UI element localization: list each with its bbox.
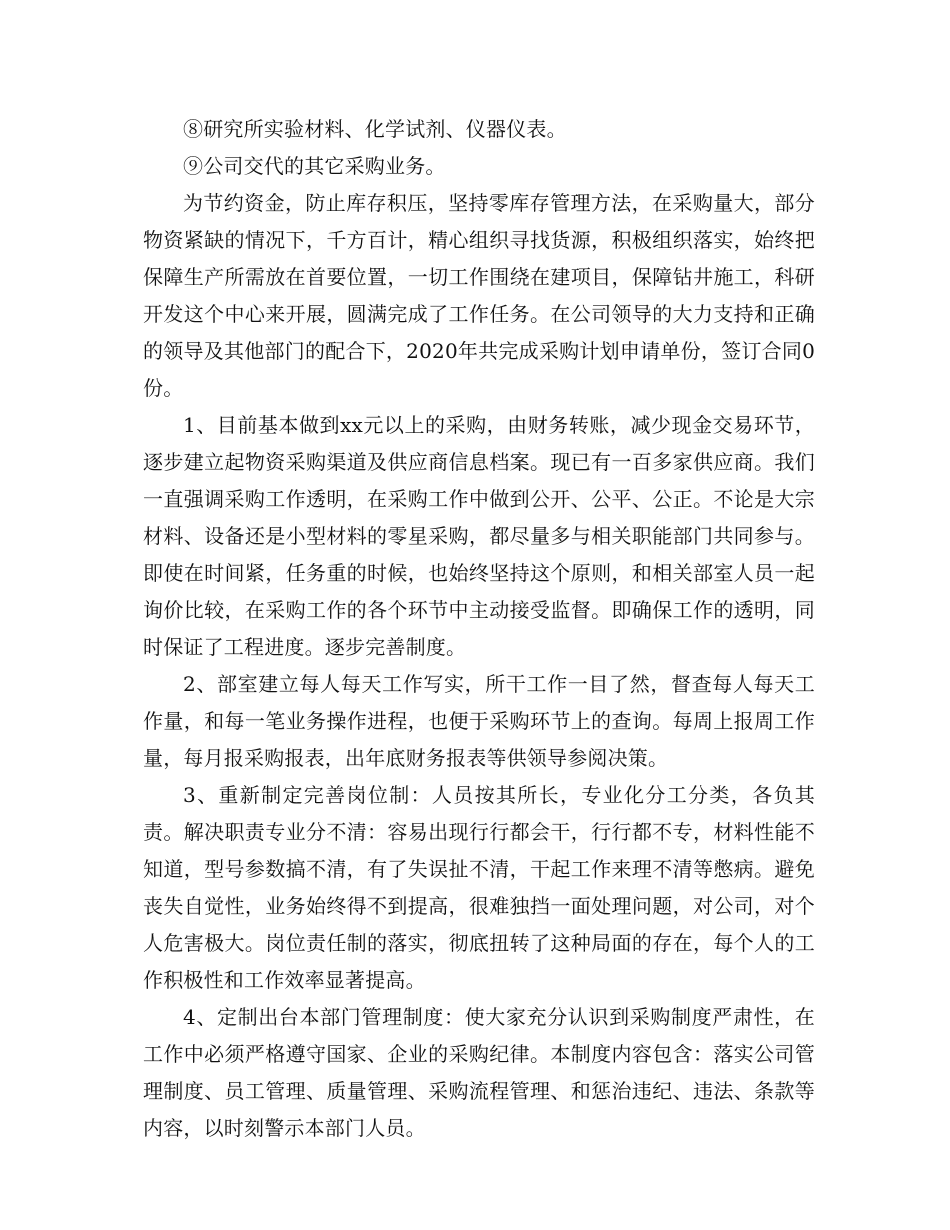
paragraph-point-2: 2、部室建立每人每天工作写实，所干工作一目了然，督查每人每天工作量，和每一笔业务操作进程，也便于采购环节上的查询。每周上报周工作量，每月报采购报表，出年底财务报表等供领导参阅决策。	[143, 672, 815, 770]
document-body	[143, 111, 815, 1147]
paragraph-summary: 为节约资金，防止库存积压，坚持零库存管理方法，在采购量大，部分物资紧缺的情况下，千方百计，精心组织寻找货源，积极组织落实，始终把保障生产所需放在首要位置，一切工作围绕在建项目，保障钻井施工，科研开发这个中心来开展，圆满完成了工作任务。在公司领导的大力支持和正确的领导及其他部门的配合下，2020年共完成采购计划申请单份，签订合同0份。	[143, 191, 815, 400]
paragraph-item-8: ⑧研究所实验材料、化学试剂、仪器仪表。	[183, 117, 567, 141]
paragraph-point-4: 4、定制出台本部门管理制度：使大家充分认识到采购制度严肃性，在工作中必须严格遵守国家、企业的采购纪律。本制度内容包含：落实公司管理制度、员工管理、质量管理、采购流程管理、和惩治违纪、违法、条款等内容，以时刻警示本部门人员。	[143, 1005, 815, 1140]
paragraph-point-1: 1、目前基本做到xx元以上的采购，由财务转账，减少现金交易环节，逐步建立起物资采购渠道及供应商信息档案。现已有一百多家供应商。我们一直强调采购工作透明，在采购工作中做到公开、公平、公正。不论是大宗材料、设备还是小型材料的零星采购，都尽量多与相关职能部门共同参与。即使在时间紧，任务重的时候，也始终坚持这个原则，和相关部室人员一起询价比较，在采购工作的各个环节中主动接受监督。即确保工作的透明，同时保证了工程进度。逐步完善制度。	[143, 413, 815, 659]
paragraph-point-3: 3、重新制定完善岗位制：人员按其所长，专业化分工分类，各负其责。解决职责专业分不清：容易出现行行都会干，行行都不专，材料性能不知道，型号参数搞不清，有了失误扯不清，干起工作来理不清等憋病。避免丧失自觉性，业务始终得不到提高，很难独挡一面处理问题，对公司，对个人危害极大。岗位责任制的落实，彻底扭转了这种局面的存在，每个人的工作积极性和工作效率显著提高。	[143, 783, 815, 992]
paragraph-item-9: ⑨公司交代的其它采购业务。	[183, 154, 446, 178]
